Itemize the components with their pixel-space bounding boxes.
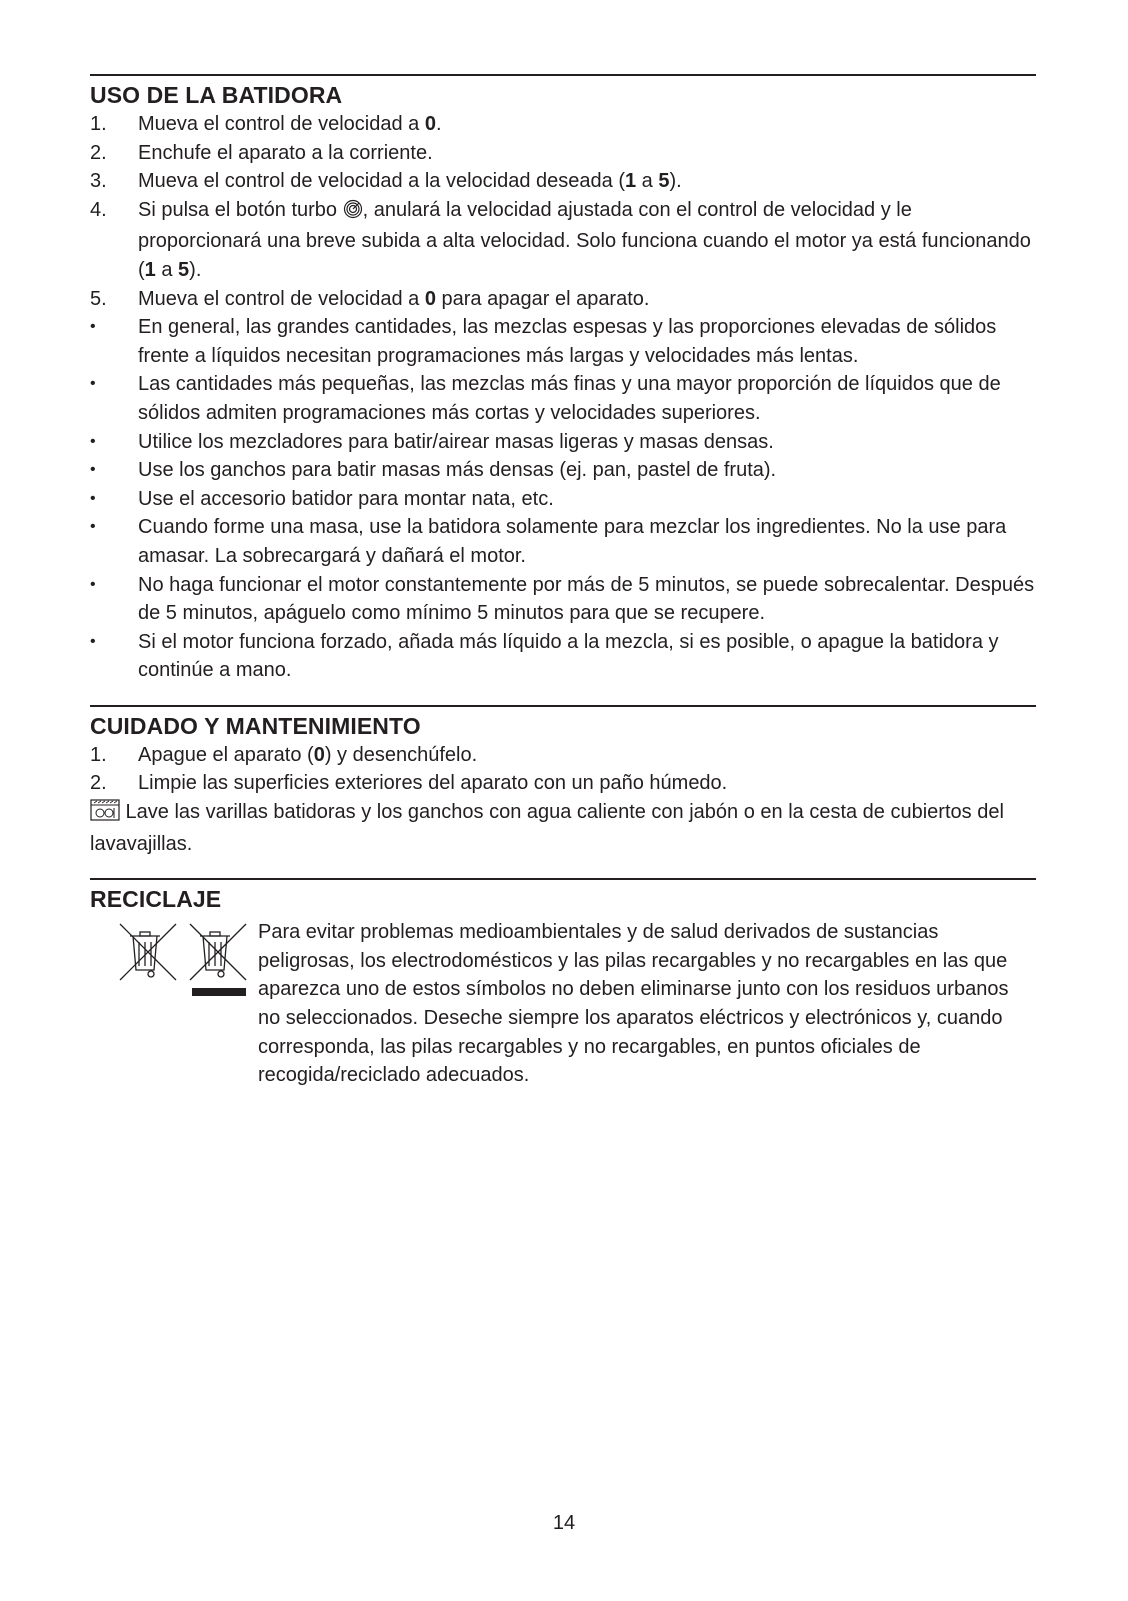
- recycling-block: [90, 918, 1036, 1118]
- list-item: 1. Apague el aparato (0) y desenchúfelo.: [90, 743, 478, 766]
- uso-steps-list: [90, 110, 1036, 313]
- section-divider: [90, 74, 1036, 76]
- uso-bullets-list: [90, 313, 1036, 685]
- recycling-text: Para evitar problemas medioambientales y de salud derivados de sustancias peligrosas, los electrodomésticos y las pilas recargables y no recargables en las que aparezca uno de estos símbolos no deben eliminarse junto con los residuos urbanos no seleccionados. Deseche siempre los aparatos eléctricos y electrónicos y, cuando corresponda, las pilas recargables y no recargables, en puntos oficiales de recogida/reciclado adecuados.: [258, 921, 1009, 1087]
- section-divider: [90, 705, 1036, 707]
- bullet-marker: •: [90, 461, 96, 479]
- cuidado-steps-list: [90, 741, 1036, 798]
- bullet-marker: •: [90, 375, 96, 393]
- dishwasher-icon: [90, 799, 120, 830]
- bullet-marker: •: [90, 632, 96, 650]
- section-divider: [90, 878, 1036, 880]
- section-title-uso: USO DE LA BATIDORA: [90, 82, 343, 108]
- bullet-marker: •: [90, 518, 96, 536]
- list-item: 2. Limpie las superficies exteriores del aparato con un paño húmedo.: [90, 772, 728, 795]
- bullet-marker: •: [90, 432, 96, 450]
- list-item: • Utilice los mezcladores para batir/airear masas ligeras y masas densas.: [90, 428, 1036, 457]
- list-item: • No haga funcionar el motor constantemente por más de 5 minutos, se puede sobrecalentar. Después de 5 minutos, apáguelo como mínimo 5 minutos para que se recupere.: [90, 571, 1036, 628]
- section-title-cuidado: CUIDADO Y MANTENIMIENTO: [90, 712, 421, 739]
- list-item: • Use el accesorio batidor para montar nata, etc.: [90, 485, 1036, 514]
- list-item: 3. Mueva el control de velocidad a la velocidad deseada (1 a 5).: [90, 170, 682, 193]
- bullet-marker: •: [90, 489, 96, 507]
- crossed-bin-icon: [118, 922, 248, 1012]
- bullet-marker: •: [90, 318, 96, 336]
- dishwasher-note: Lave las varillas batidoras y los ganchos con agua caliente con jabón o en la cesta de cubiertos del lavavajillas.: [90, 801, 1004, 855]
- section-title-reciclaje: RECICLAJE: [90, 886, 222, 913]
- list-item: • Las cantidades más pequeñas, las mezclas más finas y una mayor proporción de líquidos que de sólidos admiten programaciones más cortas y velocidades superiores.: [90, 370, 1036, 427]
- page-content: [90, 74, 1036, 1118]
- page-number: 14: [552, 1512, 576, 1534]
- turbo-swirl-icon: [343, 199, 363, 228]
- list-item: • Use los ganchos para batir masas más densas (ej. pan, pastel de fruta).: [90, 456, 1036, 485]
- list-item: • Cuando forme una masa, use la batidora solamente para mezclar los ingredientes. No la use para amasar. La sobrecargará y dañará el motor.: [90, 513, 1036, 570]
- bullet-marker: •: [90, 575, 96, 593]
- list-item: 4. Si pulsa el botón turbo , anulará la velocidad ajustada con el control de velocidad y le proporcionará una breve subida a alta velocidad. Solo funciona cuando el motor ya está funcionando (1 a 5).: [90, 198, 1031, 281]
- list-item: 2. Enchufe el aparato a la corriente.: [90, 141, 433, 164]
- list-item: • Si el motor funciona forzado, añada más líquido a la mezcla, si es posible, o apague la batidora y continúe a mano.: [90, 628, 1036, 685]
- list-item: • En general, las grandes cantidades, las mezclas espesas y las proporciones elevadas de sólidos frente a líquidos necesitan programaciones más largas y velocidades más lentas.: [90, 313, 1036, 370]
- list-item: 1. Mueva el control de velocidad a 0.: [90, 113, 442, 135]
- list-item: 5. Mueva el control de velocidad a 0 para apagar el aparato.: [90, 287, 650, 310]
